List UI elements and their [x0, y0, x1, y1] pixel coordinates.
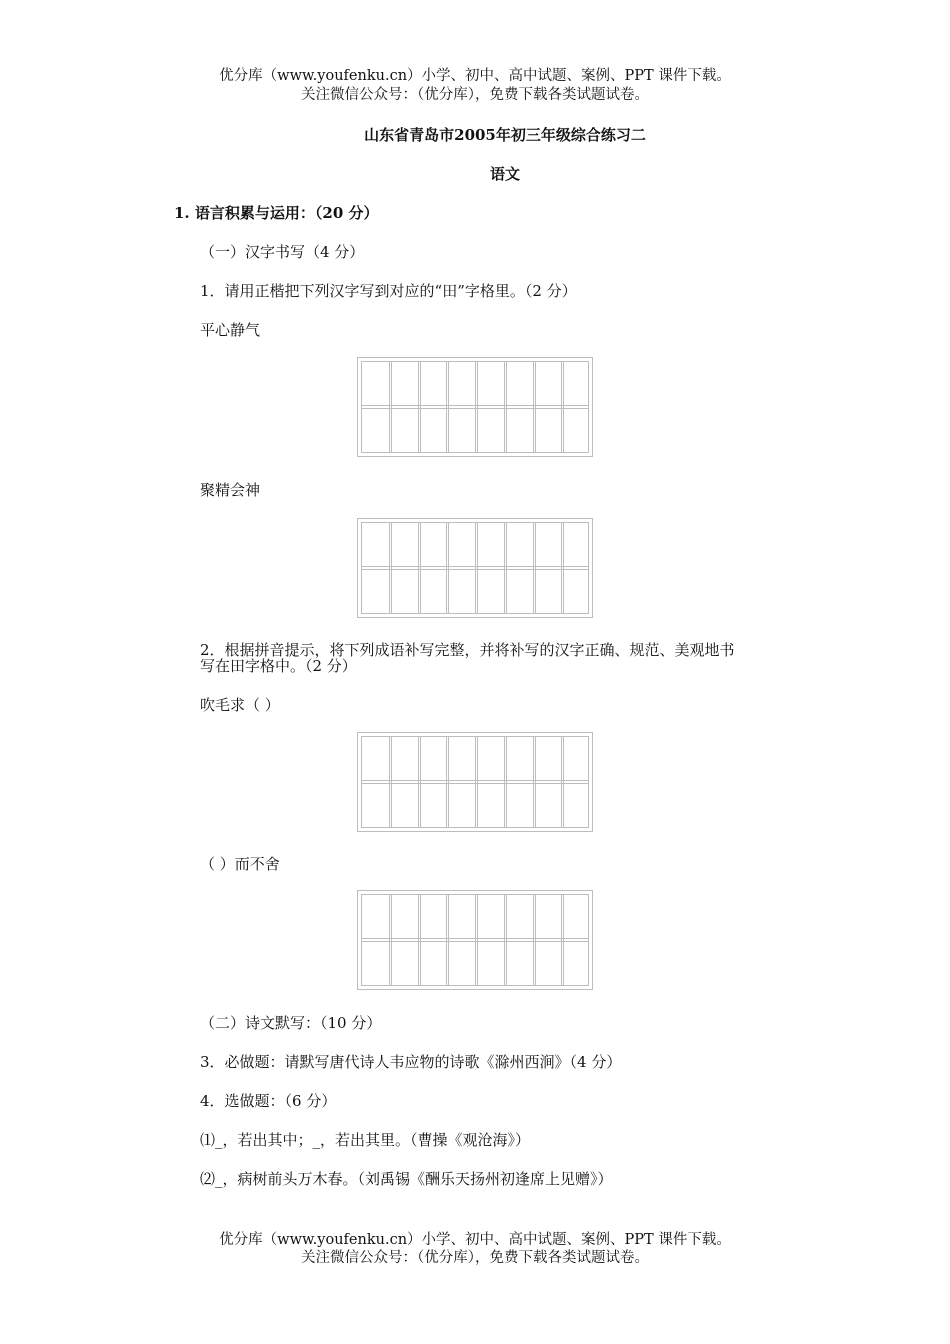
- word-4: （ ）而不舍: [200, 855, 280, 873]
- part-heading-1: （一）汉字书写（4 分）: [200, 243, 365, 261]
- tianzige-grid-3[interactable]: [357, 732, 593, 832]
- subject-title: 语文: [489, 165, 520, 183]
- question-3: 3．必做题：请默写唐代诗人韦应物的诗歌《滁州西涧》（4 分）: [200, 1053, 622, 1071]
- footer-line-1: 优分库（www.youfenku.cn）小学、初中、高中试题、案例、PPT 课件下载。: [219, 1232, 731, 1248]
- question-4-item-2: ⑵_，病树前头万木春。（刘禹锡《酬乐天扬州初逢席上见赠》）: [200, 1170, 613, 1188]
- question-1: 1．请用正楷把下列汉字写到对应的“田”字格里。（2 分）: [200, 282, 577, 300]
- tianzige-grid-1[interactable]: [357, 357, 593, 457]
- word-1: 平心静气: [200, 321, 261, 339]
- question-2-line-2: 写在田字格中。（2 分）: [200, 657, 357, 675]
- header-line-1: 优分库（www.youfenku.cn）小学、初中、高中试题、案例、PPT 课件下载。: [219, 68, 731, 84]
- word-2: 聚精会神: [200, 481, 261, 499]
- footer-line-2: 关注微信公众号：（优分库），免费下载各类试题试卷。: [301, 1250, 649, 1266]
- tianzige-grid-2[interactable]: [357, 518, 593, 618]
- section-heading: 1. 语言积累与运用：（20 分）: [174, 204, 379, 222]
- question-4-item-1: ⑴_，若出其中；_，若出其里。（曹操《观沧海》）: [200, 1131, 531, 1149]
- question-4: 4．选做题：（6 分）: [200, 1092, 337, 1110]
- document-title: 山东省青岛市2005年初三年级综合练习二: [364, 126, 646, 144]
- question-2-line-1: 2．根据拼音提示，将下列成语补写完整，并将补写的汉字正确、规范、美观地书: [200, 641, 735, 659]
- part-heading-2: （二）诗文默写：（10 分）: [200, 1014, 382, 1032]
- tianzige-grid-4[interactable]: [357, 890, 593, 990]
- word-3: 吹毛求（ ）: [200, 696, 280, 714]
- header-line-2: 关注微信公众号：（优分库），免费下载各类试题试卷。: [301, 87, 649, 103]
